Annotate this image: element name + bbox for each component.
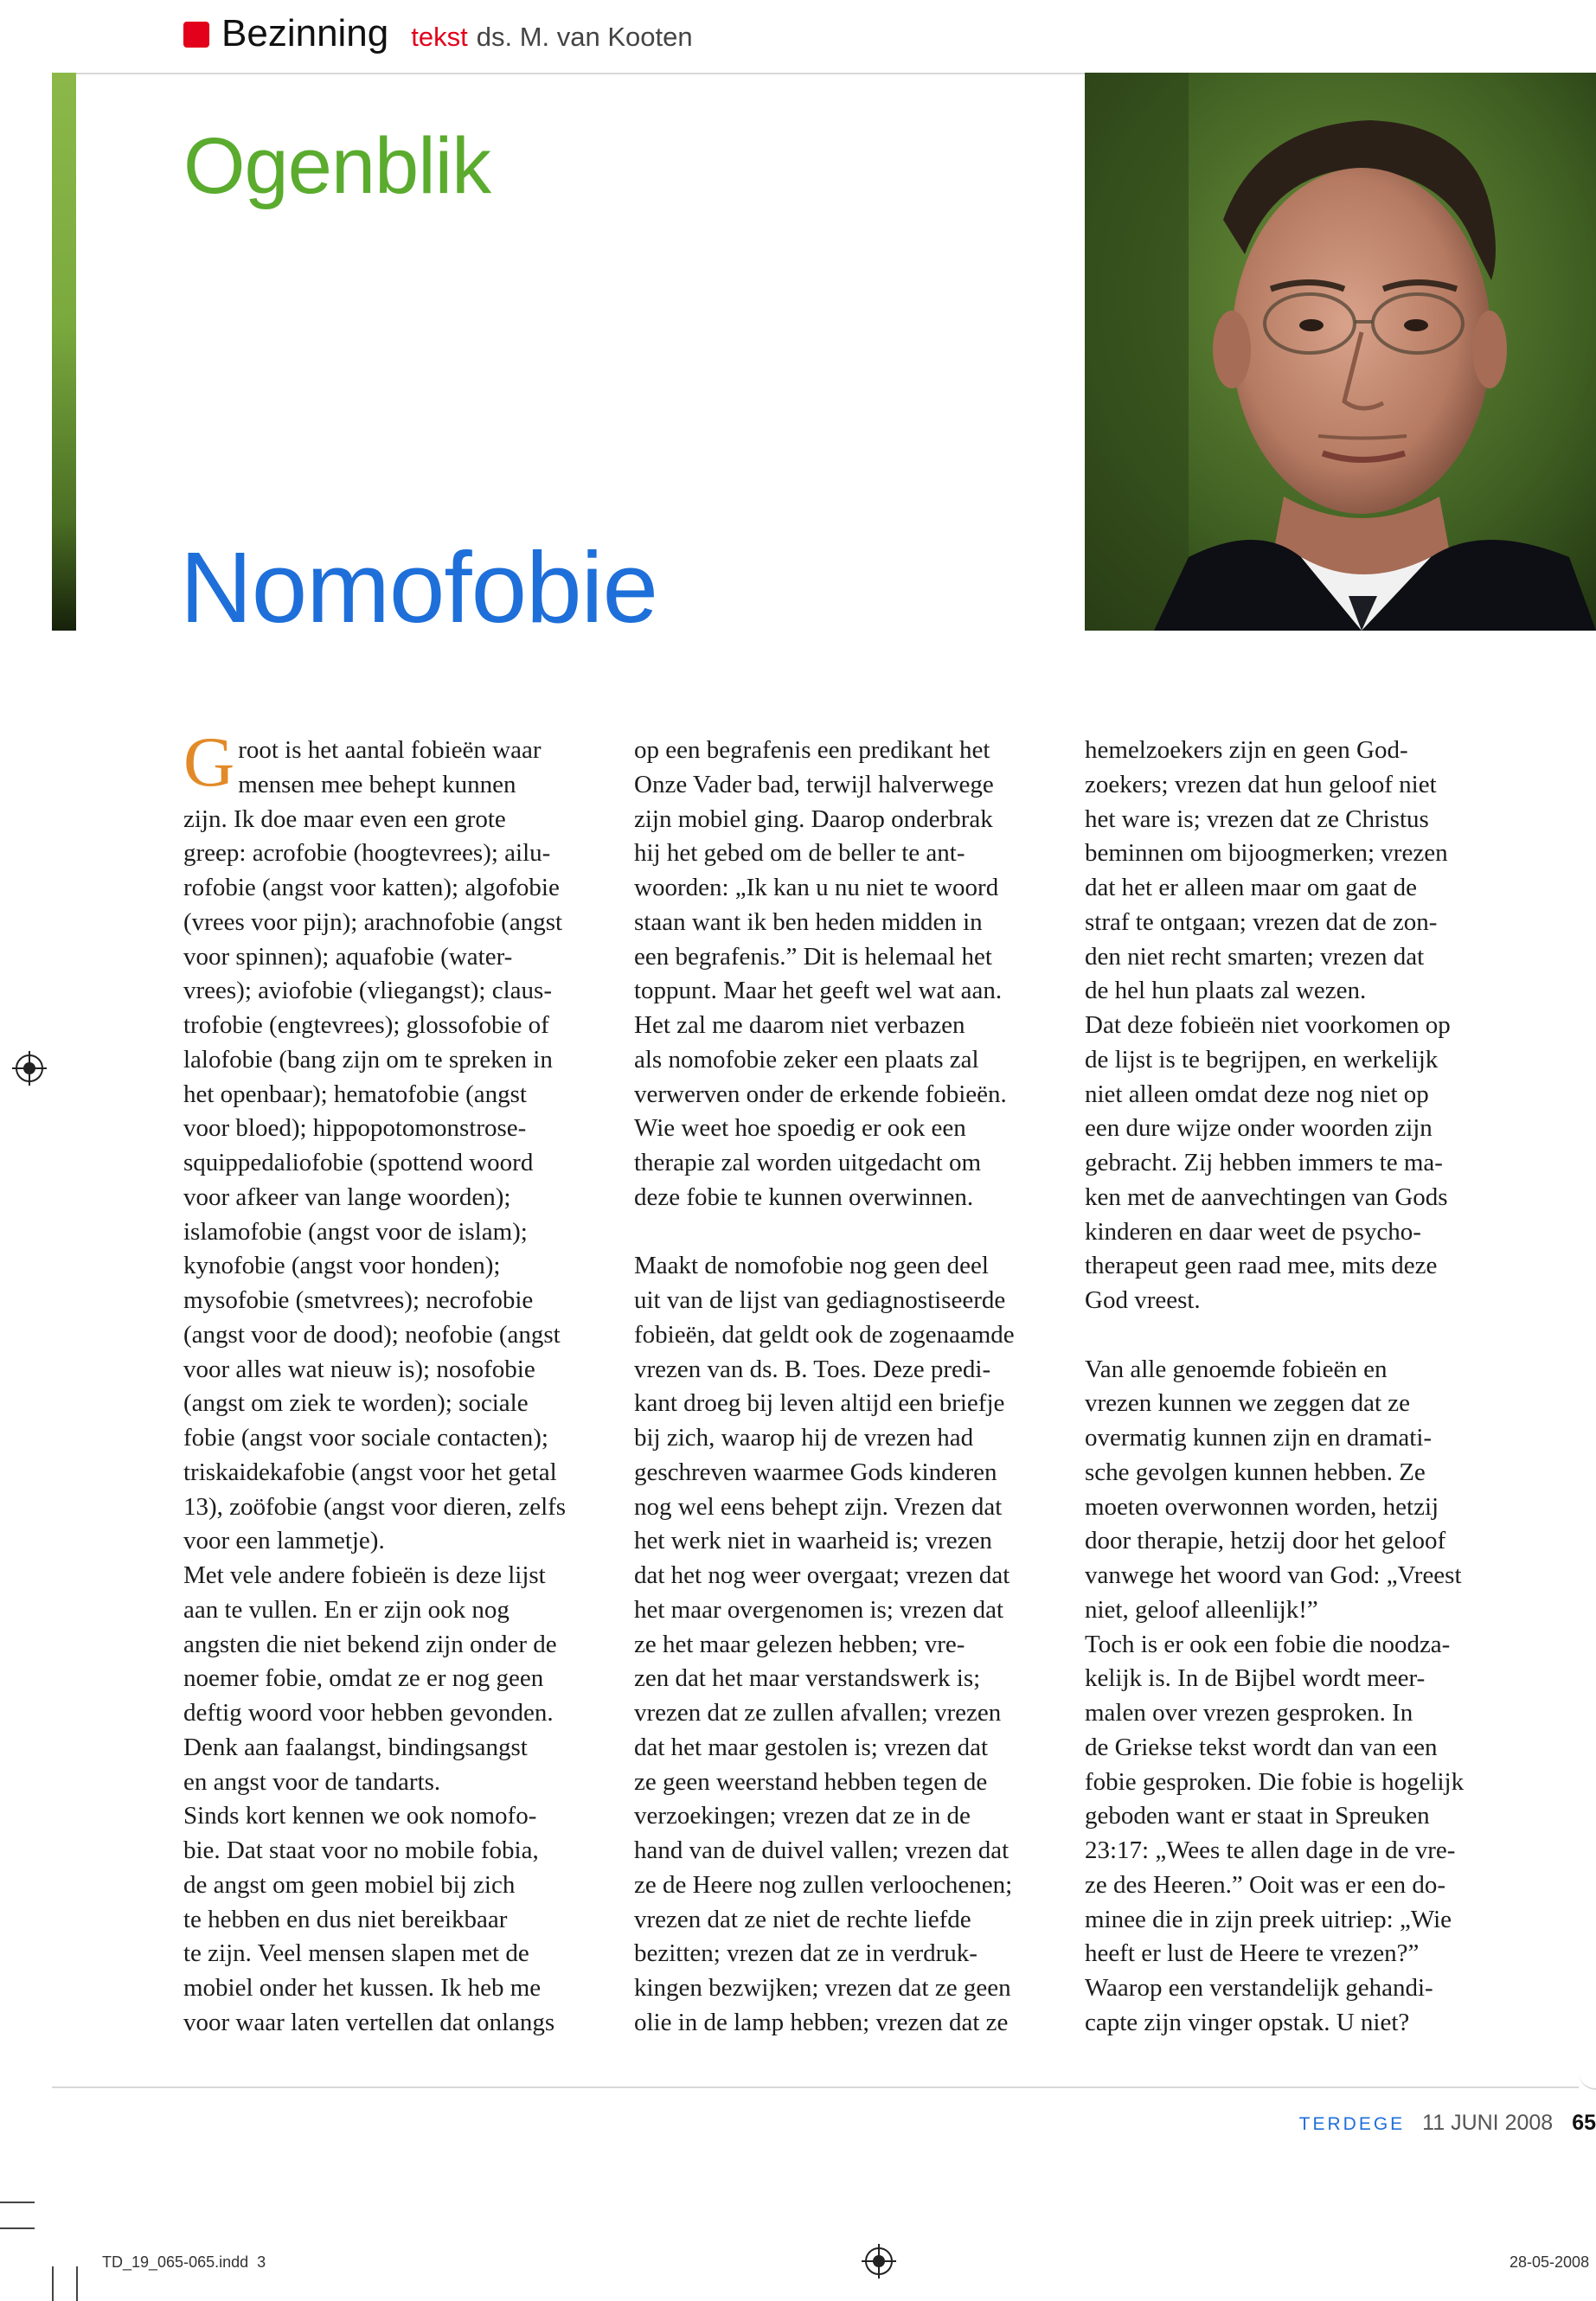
column-line: straf te ontgaan; vrezen dat de zon- <box>1085 907 1438 936</box>
column-line: Denk aan faalangst, bindingsangst <box>183 1733 528 1761</box>
column-line: niet alleen omdat deze nog niet op <box>1085 1080 1429 1108</box>
column-line: mensen mee behept kunnen <box>238 770 516 798</box>
slug-page: 3 <box>257 2253 266 2271</box>
column-line: voor waar laten vertellen dat onlangs <box>183 2008 555 2036</box>
column-line: therapie zal worden uitgedacht om <box>634 1149 982 1176</box>
column-line: uit van de lijst van gediagnostiseerde <box>634 1286 1006 1314</box>
column-line: dat het nog weer overgaat; vrezen dat <box>634 1561 1010 1589</box>
column-line: heeft er lust de Heere te vrezen?” <box>1085 1939 1420 1968</box>
column-line: staan want ik ben heden midden in <box>634 907 983 936</box>
column-line: deze fobie te kunnen overwinnen. <box>634 1183 974 1211</box>
slug-date: 28-05-2008 <box>1509 2253 1590 2271</box>
column-line: gebracht. Zij hebben immers te ma- <box>1085 1149 1443 1176</box>
column-line: ken met de aanvechtingen van Gods <box>1085 1183 1448 1211</box>
author-portrait <box>1085 73 1596 631</box>
column-line: sche gevolgen kunnen hebben. Ze <box>1085 1458 1426 1486</box>
column-line: het werk niet in waarheid is; vrezen <box>634 1527 992 1555</box>
column-line: bij zich, waarop hij de vrezen had <box>634 1424 974 1452</box>
column-line: te hebben en dus niet bereikbaar <box>183 1905 508 1933</box>
column-line: angsten die niet bekend zijn onder de <box>183 1630 557 1658</box>
column-line: Toch is er ook een fobie die noodza- <box>1085 1630 1451 1658</box>
crop-mark <box>52 2266 54 2301</box>
column-line: de angst om geen mobiel bij zich <box>183 1870 516 1899</box>
column-line: lalofobie (bang zijn om te spreken in <box>183 1045 553 1074</box>
column-line: Onze Vader bad, terwijl halverwege <box>634 770 994 798</box>
column-line: root is het aantal fobieën waar <box>238 736 542 764</box>
column-line: het maar overgenomen is; vrezen dat <box>634 1595 1004 1624</box>
column-line: trofobie (engtevrees); glossofobie of <box>183 1011 549 1039</box>
column-line: hemelzoekers zijn en geen God- <box>1085 736 1408 764</box>
column-line: geboden want er staat in Spreuken <box>1085 1802 1430 1830</box>
column-line: ze geen weerstand hebben tegen de <box>634 1767 988 1796</box>
text-column-1 <box>183 722 603 2041</box>
column-line: kelijk is. In de Bijbel wordt meer- <box>1085 1664 1426 1693</box>
publication-name: TERDEGE <box>1298 2114 1406 2134</box>
column-line: voor bloed); hippopotomonstrose- <box>183 1114 527 1143</box>
tekst-label: tekst <box>411 22 468 52</box>
column-line: Waarop een verstandelijk gehandi- <box>1085 1974 1433 2002</box>
column-line: (vrees voor pijn); arachnofobie (angst <box>183 907 563 936</box>
column-line: dat het er alleen maar om gaat de <box>1085 874 1418 901</box>
column-line: noemer fobie, omdat ze er nog geen <box>183 1664 544 1693</box>
column-line: door therapie, hetzij door het geloof <box>1085 1527 1446 1555</box>
column-line: kinderen en daar weet de psycho- <box>1085 1217 1421 1246</box>
column-line: zoekers; vrezen dat hun geloof niet <box>1085 770 1437 798</box>
column-line: dat het maar gestolen is; vrezen dat <box>634 1733 989 1761</box>
column-line: bezitten; vrezen dat ze in verdruk- <box>634 1939 977 1968</box>
column-line: te zijn. Veel mensen slapen met de <box>183 1939 529 1968</box>
column-line: mobiel onder het kussen. Ik heb me <box>183 1974 542 2002</box>
crop-mark <box>0 2202 35 2203</box>
column-line: deftig woord voor hebben gevonden. <box>183 1699 554 1727</box>
column-line: squippedaliofobie (spottend woord <box>183 1149 534 1176</box>
section-marker-icon <box>183 22 209 48</box>
column-line: Sinds kort kennen we ook nomofo- <box>183 1802 537 1830</box>
column-line: kant droeg bij leven altijd een briefje <box>634 1389 1005 1418</box>
drop-cap: G <box>183 722 235 801</box>
column-line: de Griekse tekst wordt dan van een <box>1085 1733 1438 1761</box>
column-line: voor een lammetje). <box>183 1527 385 1555</box>
slug-file <box>102 2253 266 2272</box>
crop-mark <box>76 2266 78 2301</box>
slug-filename: TD_19_065-065.indd <box>102 2253 249 2271</box>
column-line: geschreven waarmee Gods kinderen <box>634 1458 997 1486</box>
column-line: hand van de duivel vallen; vrezen dat <box>634 1836 1010 1864</box>
column-line: vanwege het woord van God: „Vreest <box>1085 1561 1462 1589</box>
column-line: Het zal me daarom niet verbazen <box>634 1011 965 1039</box>
column-line: vrees); aviofobie (vliegangst); claus- <box>183 977 552 1005</box>
column-line: een begrafenis.” Dit is helemaal het <box>634 942 992 971</box>
column-line: fobie gesproken. Die fobie is hogelijk <box>1085 1767 1465 1796</box>
column-line: Dat deze fobieën niet voorkomen op <box>1085 1011 1451 1039</box>
column-line: de hel hun plaats zal wezen. <box>1085 977 1367 1005</box>
page-number: 65 <box>1572 2111 1596 2135</box>
column-line: islamofobie (angst voor de islam); <box>183 1217 528 1246</box>
section-name: Bezinning <box>221 12 389 54</box>
column-line: (angst om ziek te worden); sociale <box>183 1389 529 1418</box>
column-line: (angst voor de dood); neofobie (angst <box>183 1320 561 1349</box>
section-header <box>183 12 693 64</box>
column-line: het ware is; vrezen dat ze Christus <box>1085 804 1429 833</box>
page-footer <box>1299 2111 1596 2136</box>
column-line: triskaidekafobie (angst voor het getal <box>183 1458 557 1486</box>
column-line: woorden: „Ik kan u nu niet te woord <box>634 874 999 901</box>
column-line: malen over vrezen gesproken. In <box>1085 1699 1413 1727</box>
column-line: vrezen dat ze zullen afvallen; vrezen <box>634 1699 1002 1727</box>
column-line: rofobie (angst voor katten); algofobie <box>183 874 560 901</box>
column-line: overmatig kunnen zijn en dramati- <box>1085 1424 1433 1452</box>
column-line: voor spinnen); aquafobie (water- <box>183 942 513 971</box>
column-line: fobie (angst voor sociale contacten); <box>183 1424 548 1452</box>
column-line: 13), zoöfobie (angst voor dieren, zelfs <box>183 1492 567 1521</box>
column-line: greep: acrofobie (hoogtevrees); ailu- <box>183 839 551 868</box>
crop-mark <box>0 2227 35 2229</box>
paragraph-gap <box>1085 1318 1504 1353</box>
column-line: Maakt de nomofobie nog geen deel <box>634 1252 989 1280</box>
registration-mark-icon <box>862 2244 896 2279</box>
column-line: niet, geloof alleenlijk!” <box>1085 1595 1318 1624</box>
column-line: als nomofobie zeker een plaats zal <box>634 1045 979 1074</box>
column-line: den niet recht smarten; vrezen dat <box>1085 942 1425 971</box>
column-line: en angst voor de tandarts. <box>183 1767 441 1796</box>
column-line: aan te vullen. En er zijn ook nog <box>183 1595 510 1624</box>
column-line: voor afkeer van lange woorden); <box>183 1183 511 1211</box>
column-line: toppunt. Maar het geeft wel wat aan. <box>634 977 1003 1005</box>
issue-date: 11 JUNI 2008 <box>1422 2111 1554 2135</box>
column-kicker: Ogenblik <box>183 122 491 210</box>
column-line: beminnen om bijoogmerken; vrezen <box>1085 839 1448 868</box>
column-line: Van alle genoemde fobieën en <box>1085 1355 1388 1383</box>
column-line: vrezen van ds. B. Toes. Deze predi- <box>634 1355 991 1383</box>
column-line: op een begrafenis een predikant het <box>634 736 990 764</box>
column-line: de lijst is te begrijpen, en werkelijk <box>1085 1045 1439 1074</box>
column-line: therapeut geen raad mee, mits deze <box>1085 1252 1438 1280</box>
column-line: zijn mobiel ging. Daarop onderbrak <box>634 804 993 833</box>
column-line: ze des Heeren.” Ooit was er een do- <box>1085 1870 1446 1899</box>
column-line: verwerven onder de erkende fobieën. <box>634 1080 1007 1108</box>
article-title: Nomofobie <box>180 531 657 644</box>
green-accent-bar <box>52 73 76 631</box>
frame-top-rule <box>76 73 1085 74</box>
column-line: 23:17: „Wees te allen dage in de vre- <box>1085 1836 1456 1864</box>
column-line: vrezen dat ze niet de rechte liefde <box>634 1905 971 1933</box>
column-line: capte zijn vinger opstak. U niet? <box>1085 2008 1410 2036</box>
registration-mark-icon <box>12 1051 47 1086</box>
column-line: fobieën, dat geldt ook de zogenaamde <box>634 1320 1015 1349</box>
column-line: zen dat het maar verstandswerk is; <box>634 1664 981 1693</box>
column-line: olie in de lamp hebben; vrezen dat ze <box>634 2008 1009 2036</box>
column-line: kingen bezwijken; vrezen dat ze geen <box>634 1974 1011 2002</box>
column-line: zijn. Ik doe maar even een grote <box>183 804 506 833</box>
column-line: Met vele andere fobieën is deze lijst <box>183 1561 546 1589</box>
column-line: hij het gebed om de beller te ant- <box>634 839 965 868</box>
text-column-2 <box>634 734 1054 2041</box>
column-line: mysofobie (smetvrees); necrofobie <box>183 1286 534 1314</box>
column-line: God vreest. <box>1085 1286 1201 1314</box>
column-line: bie. Dat staat voor no mobile fobia, <box>183 1836 539 1864</box>
frame-bottom-rule <box>52 2086 1579 2088</box>
frame-corner <box>1579 2070 1596 2090</box>
column-line: minee die in zijn preek uitriep: „Wie <box>1085 1905 1452 1933</box>
column-line: nog wel eens behept zijn. Vrezen dat <box>634 1492 1003 1521</box>
column-line: Wie weet hoe spoedig er ook een <box>634 1114 966 1143</box>
column-line: ze het maar gelezen hebben; vre- <box>634 1630 965 1658</box>
text-column-3 <box>1085 734 1504 2041</box>
paragraph-gap <box>634 1215 1054 1250</box>
column-line: moeten overwonnen worden, hetzij <box>1085 1492 1439 1521</box>
column-line: een dure wijze onder woorden zijn <box>1085 1114 1433 1143</box>
column-line: kynofobie (angst voor honden); <box>183 1252 501 1280</box>
column-line: voor alles wat nieuw is); nosofobie <box>183 1355 535 1383</box>
column-line: vrezen kunnen we zeggen dat ze <box>1085 1389 1410 1418</box>
column-line: verzoekingen; vrezen dat ze in de <box>634 1802 971 1830</box>
column-line: het openbaar); hematofobie (angst <box>183 1080 527 1108</box>
author-name: ds. M. van Kooten <box>476 22 693 52</box>
column-line: ze de Heere nog zullen verloochenen; <box>634 1870 1013 1899</box>
